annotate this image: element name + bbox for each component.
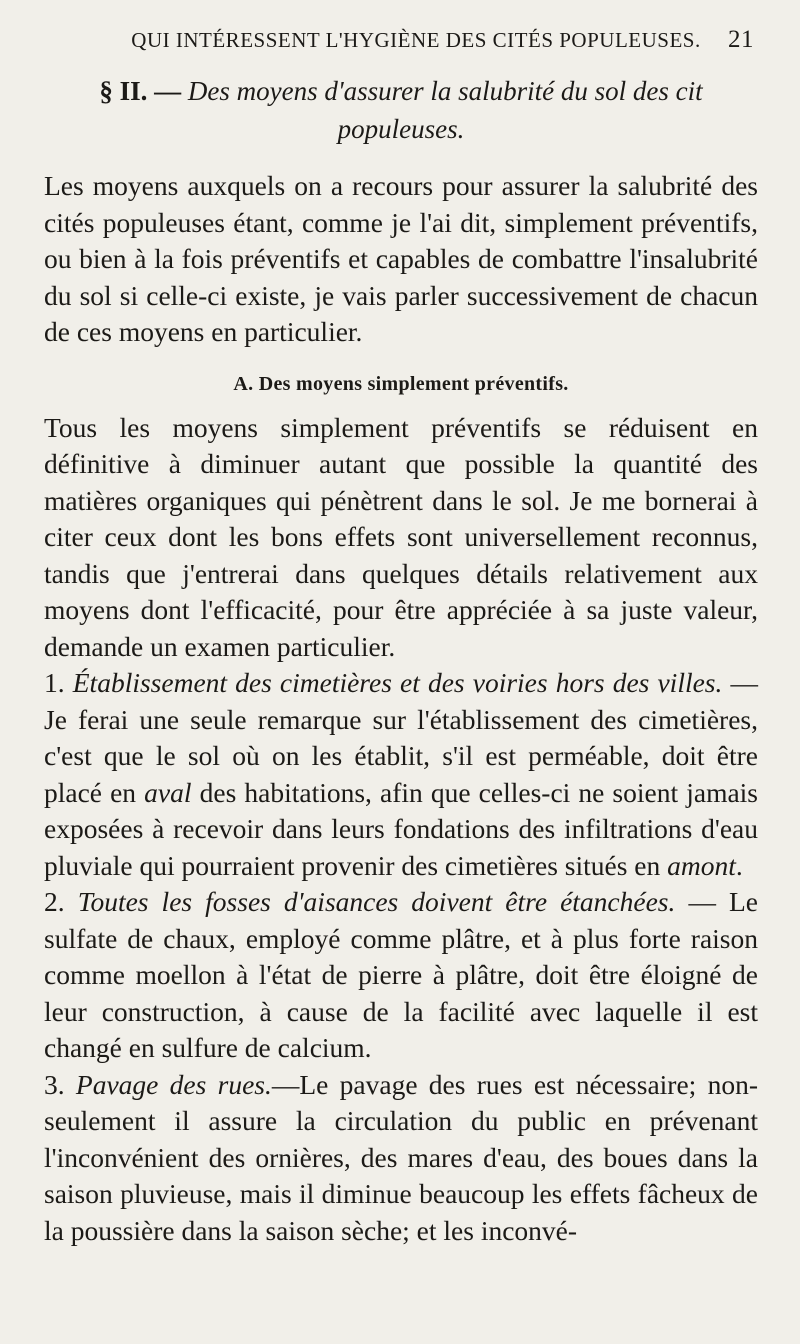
section-heading xyxy=(44,72,758,148)
running-head xyxy=(44,26,758,54)
paragraph-preventive: Tous les moyens simplement préventifs se réduisent en définitive à diminuer autant que possible la quantité des matières organiques qui pénètrent dans le sol. Je me bornerai à citer ceux dont les bons effets sont universellement reconnus, tandis que j'entrerai dans quelques détails relativement aux moyens dont l'efficacité, pour être appréciée à sa juste valeur, demande un examen particulier. xyxy=(44,411,758,662)
item-paving xyxy=(44,1067,758,1250)
item-emphasis: aval xyxy=(144,776,192,808)
item-text: —Le pavage des rues est nécessaire; non-seulement il assure la circulation du public en prévenant l'inconvénient des ornières, des mares d'eau, des boues dans la saison pluvieuse, mais il diminue beaucoup les effets fâcheux de la poussière dans la saison sèche; et les inconvé- xyxy=(44,1068,759,1246)
item-title: Toutes les fosses d'aisances doivent être étanchées. xyxy=(77,886,676,917)
item-cemeteries xyxy=(44,665,758,884)
page-number: 21 xyxy=(728,26,754,53)
item-text: . xyxy=(735,849,743,881)
subsection-heading: A. Des moyens simplement préventifs. xyxy=(233,372,569,395)
intro-paragraph: Les moyens auxquels on a recours pour assurer la salubrité des cités populeuses étant, comme je l'ai dit, simplement préventifs, ou bien à la fois préventifs et capables de combattre l'insalubrité du sol si celle-ci existe, je vais parler successivement de chacun de ces moyens en particulier. xyxy=(44,170,758,347)
item-title: Pavage des rues. xyxy=(75,1068,272,1100)
section-number: § II. — xyxy=(99,76,182,106)
running-head-title: QUI INTÉRESSENT L'HYGIÈNE DES CITÉS POPULEUSES. xyxy=(131,28,701,52)
item-emphasis: amont xyxy=(667,849,736,881)
item-text: des habitations, afin que celles-ci ne soient jamais exposées à recevoir dans leurs fondations des infiltrations d'eau pluviale qui pourraient provenir des cimetières situés en xyxy=(44,776,759,881)
item-number: 1. xyxy=(44,667,65,698)
item-cesspools xyxy=(44,884,758,1067)
item-text: — Je ferai une seule remarque sur l'établissement des cimetières, c'est que le sol où on les établit, s'il est perméable, doit être placé en xyxy=(44,667,759,808)
item-number: 3. xyxy=(44,1068,65,1100)
item-title: Établissement des cimetières et des voiries hors des villes. xyxy=(72,667,723,698)
item-number: 2. xyxy=(44,886,65,917)
section-title: Des moyens d'assurer la salubrité du sol des cit populeuses. xyxy=(187,76,703,144)
item-text: — Le sulfate de chaux, employé comme plâtre, et à plus forte raison comme moellon à l'état de pierre à plâtre, doit être éloigné de leur construction, à cause de la facilité avec laquelle il est changé en sulfure de calcium. xyxy=(44,886,759,1063)
